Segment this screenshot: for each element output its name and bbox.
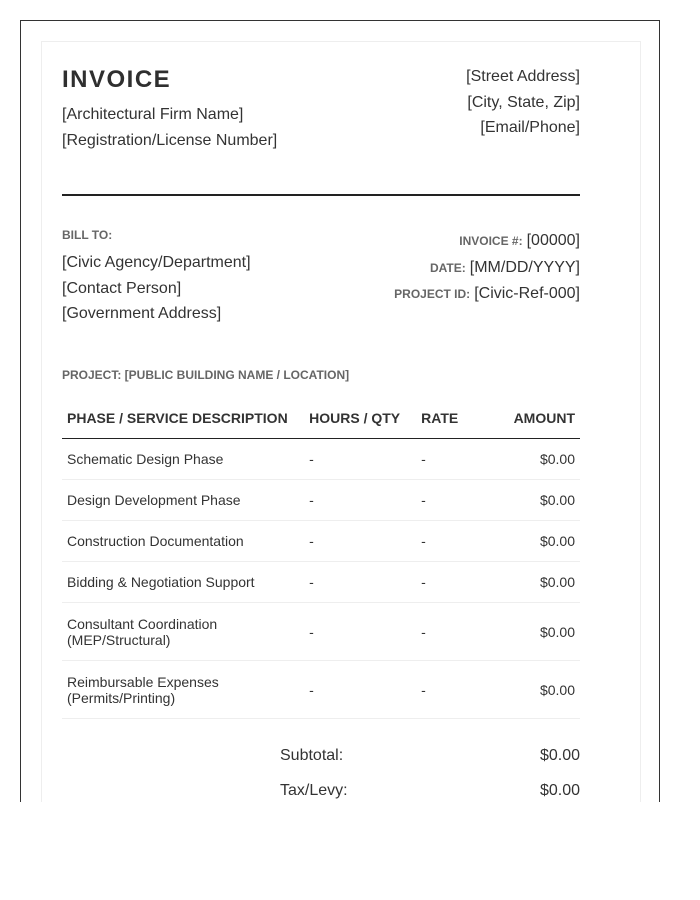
invoice-header bbox=[62, 66, 580, 196]
email-phone: [Email/Phone] bbox=[480, 119, 580, 136]
subtotal-value: $0.00 bbox=[539, 747, 580, 764]
firm-registration: [Registration/License Number] bbox=[62, 132, 278, 149]
document-frame bbox=[20, 20, 660, 802]
bill-to-agency: [Civic Agency/Department] bbox=[62, 254, 251, 271]
bill-to-contact: [Contact Person] bbox=[62, 279, 182, 297]
row-amount: $0.00 bbox=[486, 661, 580, 719]
row-amount: $0.00 bbox=[486, 562, 580, 603]
row-qty: - bbox=[304, 521, 416, 562]
row-description: Construction Documentation bbox=[62, 521, 304, 562]
row-description: Bidding & Negotiation Support bbox=[62, 562, 304, 603]
tax-row bbox=[62, 782, 580, 802]
invoice-date-value: [MM/DD/YYYY] bbox=[469, 258, 580, 276]
firm-address bbox=[466, 64, 580, 141]
header-rate: RATE bbox=[416, 398, 486, 439]
invoice-number-value: [00000] bbox=[526, 232, 580, 249]
invoice-meta bbox=[394, 228, 580, 308]
invoice-title: INVOICE bbox=[62, 66, 172, 93]
row-rate: - bbox=[416, 562, 486, 603]
totals-section bbox=[62, 747, 580, 802]
invoice-content bbox=[62, 66, 580, 802]
billing-section bbox=[62, 196, 580, 361]
row-amount: $0.00 bbox=[486, 603, 580, 661]
row-rate: - bbox=[416, 439, 486, 480]
row-amount: $0.00 bbox=[486, 521, 580, 562]
row-description: Consultant Coordination (MEP/Structural) bbox=[62, 603, 304, 661]
table-row bbox=[62, 439, 580, 480]
row-qty: - bbox=[304, 480, 416, 521]
header-amount: AMOUNT bbox=[486, 398, 580, 439]
invoice-number-label: INVOICE #: bbox=[459, 234, 523, 248]
table-row bbox=[62, 562, 580, 603]
row-description: Design Development Phase bbox=[62, 480, 304, 521]
firm-name: [Architectural Firm Name] bbox=[62, 106, 244, 123]
row-amount: $0.00 bbox=[486, 480, 580, 521]
tax-value: $0.00 bbox=[539, 782, 580, 799]
project-id-row bbox=[394, 281, 580, 308]
bill-to-details bbox=[62, 250, 251, 327]
row-qty: - bbox=[304, 562, 416, 603]
row-qty: - bbox=[304, 661, 416, 719]
subtotal-label: Subtotal: bbox=[280, 747, 344, 764]
row-rate: - bbox=[416, 661, 486, 719]
invoice-number-row bbox=[394, 228, 580, 255]
row-qty: - bbox=[304, 603, 416, 661]
project-id-value: [Civic-Ref-000] bbox=[474, 285, 580, 302]
services-table bbox=[62, 398, 580, 719]
project-line: PROJECT: [PUBLIC BUILDING NAME / LOCATION] bbox=[62, 368, 350, 382]
bill-to-label: BILL TO: bbox=[62, 228, 113, 242]
table-row bbox=[62, 521, 580, 562]
row-description: Schematic Design Phase bbox=[62, 439, 304, 480]
header-description: PHASE / SERVICE DESCRIPTION bbox=[62, 398, 304, 439]
city-state-zip: [City, State, Zip] bbox=[467, 93, 580, 111]
invoice-date-label: DATE: bbox=[429, 260, 466, 275]
subtotal-row bbox=[62, 747, 580, 782]
row-description: Reimbursable Expenses (Permits/Printing) bbox=[62, 661, 304, 719]
table-row bbox=[62, 603, 580, 661]
street-address: [Street Address] bbox=[466, 68, 580, 85]
project-id-label: PROJECT ID: bbox=[394, 287, 471, 301]
tax-label: Tax/Levy: bbox=[280, 782, 348, 799]
table-header-row bbox=[62, 398, 580, 439]
table-row bbox=[62, 480, 580, 521]
row-rate: - bbox=[416, 480, 486, 521]
invoice-date-row bbox=[394, 255, 580, 282]
row-amount: $0.00 bbox=[486, 439, 580, 480]
row-qty: - bbox=[304, 439, 416, 480]
row-rate: - bbox=[416, 521, 486, 562]
table-row bbox=[62, 661, 580, 719]
header-hours-qty: HOURS / QTY bbox=[304, 398, 416, 439]
bill-to-address: [Government Address] bbox=[62, 305, 222, 322]
row-rate: - bbox=[416, 603, 486, 661]
firm-info bbox=[62, 102, 277, 154]
